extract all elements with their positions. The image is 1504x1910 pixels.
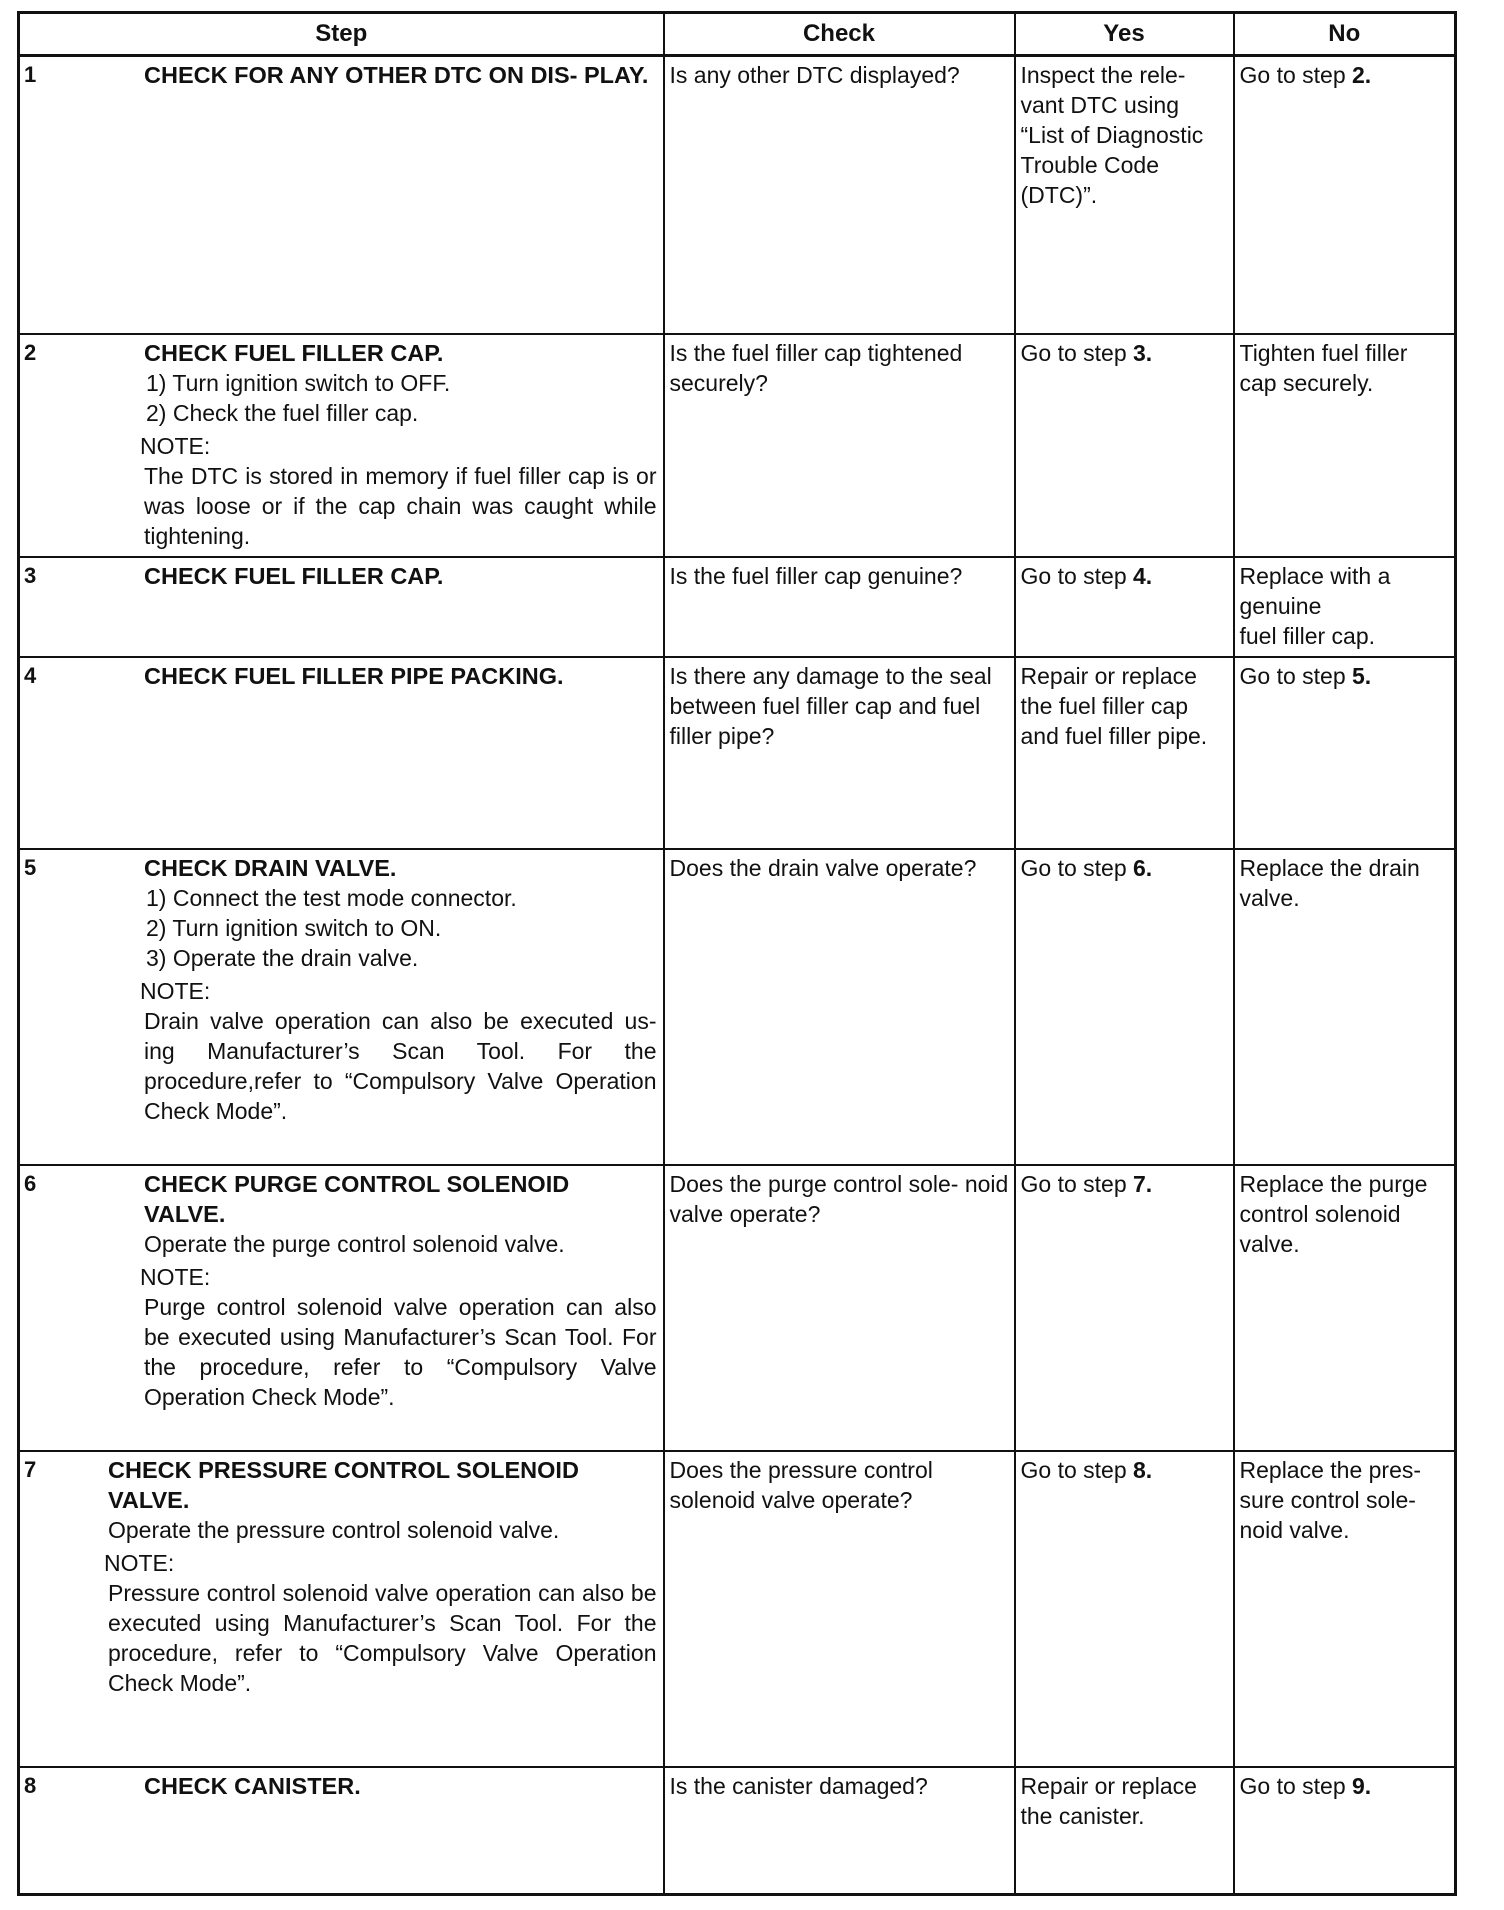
no-text-line: fuel filler cap. <box>1239 622 1376 649</box>
note-text: Pressure control solenoid valve operation can also be executed using Manufacturer’s Scan Tool. For the procedure, refer to “Compulsory Valve Operation Check Mode”. <box>108 1579 657 1696</box>
no-text-line: genuine <box>1239 592 1322 619</box>
no-text: Go to step <box>1239 662 1346 689</box>
no-cell <box>1234 56 1456 334</box>
yes-text: Go to step <box>1020 1170 1127 1197</box>
step-number: 7 <box>24 1456 37 1482</box>
no-text-line: Replace with a <box>1239 562 1391 589</box>
check-cell: Is the canister damaged? <box>664 1767 1015 1895</box>
yes-text: Go to step <box>1020 854 1127 881</box>
table-row <box>19 334 1456 557</box>
column-header-check: Check <box>664 13 1015 56</box>
column-header-step: Step <box>19 13 664 56</box>
table-row <box>19 1767 1456 1895</box>
check-cell: Does the drain valve operate? <box>664 849 1015 1165</box>
note-text: Purge control solenoid valve operation can also be executed using Manufacturer’s Scan Tool. For the procedure, refer to “Compulsory Valve Operation Check Mode”. <box>144 1293 657 1410</box>
table-row <box>19 849 1456 1165</box>
yes-cell: Inspect the rele- vant DTC using “List of Diagnostic Trouble Code (DTC)”. <box>1015 56 1234 334</box>
note-label: NOTE: <box>140 432 211 459</box>
no-step-ref: 9. <box>1352 1772 1372 1799</box>
check-cell: Does the purge control sole- noid valve operate? <box>664 1165 1015 1451</box>
step-title: CHECK FUEL FILLER CAP. <box>144 562 444 589</box>
check-cell: Is the fuel filler cap genuine? <box>664 557 1015 657</box>
step-cell <box>19 1767 664 1895</box>
yes-text: Go to step <box>1020 339 1127 366</box>
no-cell: Replace the pres- sure control sole- noid valve. <box>1234 1451 1456 1767</box>
column-header-no: No <box>1234 13 1456 56</box>
step-number: 1 <box>24 62 37 87</box>
step-cell <box>19 56 664 334</box>
step-cell <box>19 1165 664 1451</box>
diagnostic-procedure-table <box>17 11 1457 1896</box>
no-cell <box>1234 657 1456 849</box>
step-title: CHECK PURGE CONTROL SOLENOID VALVE. <box>144 1170 570 1227</box>
step-number: 3 <box>24 562 37 588</box>
column-header-yes: Yes <box>1015 13 1234 56</box>
yes-cell <box>1015 1451 1234 1767</box>
yes-cell: Repair or replace the fuel filler cap and fuel filler pipe. <box>1015 657 1234 849</box>
table-row <box>19 56 1456 334</box>
step-title: CHECK CANISTER. <box>144 1772 361 1799</box>
step-number: 5 <box>24 854 37 880</box>
yes-cell <box>1015 557 1234 657</box>
step-cell <box>19 557 664 657</box>
no-cell: Tighten fuel filler cap securely. <box>1234 334 1456 557</box>
table-header-row <box>19 13 1456 56</box>
no-cell: Replace the purge control solenoid valve. <box>1234 1165 1456 1451</box>
step-cell <box>19 334 664 557</box>
sub-step: 2) Turn ignition switch to ON. <box>146 914 442 941</box>
sub-step: 1) Turn ignition switch to OFF. <box>146 369 451 396</box>
no-cell <box>1234 557 1456 657</box>
no-step-ref: 5. <box>1352 662 1372 689</box>
step-cell <box>19 1451 664 1767</box>
step-cell <box>19 657 664 849</box>
check-cell: Is the fuel filler cap tightened securely? <box>664 334 1015 557</box>
step-number: 6 <box>24 1170 37 1196</box>
no-text: Go to step <box>1239 62 1346 88</box>
step-instruction: Operate the purge control solenoid valve. <box>144 1230 565 1257</box>
step-title: CHECK PRESSURE CONTROL SOLENOID VALVE. <box>108 1456 579 1513</box>
note-text: The DTC is stored in memory if fuel filler cap is or was loose or if the cap chain was caught while tightening. <box>144 462 657 549</box>
yes-step-ref: 6. <box>1133 854 1153 881</box>
sub-step-list <box>144 883 657 973</box>
step-cell <box>19 849 664 1165</box>
check-cell: Is any other DTC displayed? <box>664 56 1015 334</box>
check-cell: Is there any damage to the seal between fuel filler cap and fuel filler pipe? <box>664 657 1015 849</box>
table-row <box>19 1451 1456 1767</box>
check-cell: Does the pressure control solenoid valve operate? <box>664 1451 1015 1767</box>
yes-cell <box>1015 1165 1234 1451</box>
yes-step-ref: 3. <box>1133 339 1153 366</box>
no-cell: Replace the drain valve. <box>1234 849 1456 1165</box>
note-text: Drain valve operation can also be executed us- ing Manufacturer’s Scan Tool. For the procedure,refer to “Compulsory Valve Operation Check Mode”. <box>144 1007 657 1124</box>
sub-step: 2) Check the fuel filler cap. <box>146 399 419 426</box>
step-instruction: Operate the pressure control solenoid valve. <box>108 1516 560 1543</box>
no-cell <box>1234 1767 1456 1895</box>
sub-step: 1) Connect the test mode connector. <box>146 884 517 911</box>
step-title: CHECK FUEL FILLER PIPE PACKING. <box>144 662 564 689</box>
step-title: CHECK FUEL FILLER CAP. <box>144 339 444 366</box>
sub-step-list <box>144 368 657 428</box>
yes-text: Go to step <box>1020 562 1127 589</box>
note-label: NOTE: <box>140 977 211 1004</box>
step-number: 4 <box>24 662 37 688</box>
table-row <box>19 557 1456 657</box>
yes-text: Go to step <box>1020 1456 1127 1483</box>
yes-cell <box>1015 849 1234 1165</box>
note-label: NOTE: <box>140 1263 211 1290</box>
step-title: CHECK DRAIN VALVE. <box>144 854 397 881</box>
yes-step-ref: 8. <box>1133 1456 1153 1483</box>
yes-cell: Repair or replace the canister. <box>1015 1767 1234 1895</box>
step-number: 2 <box>24 339 37 365</box>
yes-cell <box>1015 334 1234 557</box>
note-label: NOTE: <box>104 1549 175 1576</box>
step-number: 8 <box>24 1772 37 1798</box>
table-row <box>19 657 1456 849</box>
step-title: CHECK FOR ANY OTHER DTC ON DIS- PLAY. <box>144 62 649 88</box>
sub-step: 3) Operate the drain valve. <box>146 944 419 971</box>
no-step-ref: 2. <box>1352 62 1372 88</box>
no-text: Go to step <box>1239 1772 1346 1799</box>
table-row <box>19 1165 1456 1451</box>
yes-step-ref: 7. <box>1133 1170 1153 1197</box>
yes-step-ref: 4. <box>1133 562 1153 589</box>
